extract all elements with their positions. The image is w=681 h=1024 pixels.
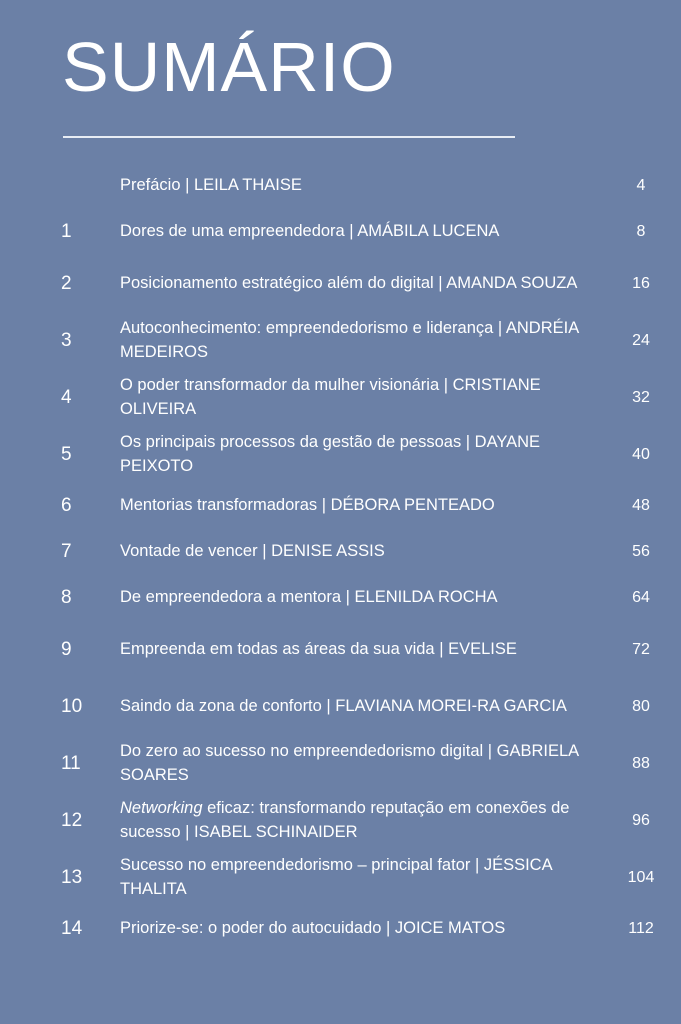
title-divider <box>63 136 515 138</box>
toc-entry-title <box>120 431 601 478</box>
toc-entry-title <box>120 317 601 364</box>
toc-entry-title <box>120 494 601 517</box>
toc-entry-author: GABRIELA SOARES <box>120 742 579 784</box>
toc-entry-author: EVELISE <box>448 639 517 658</box>
toc-entry-title-text: eficaz: transformando reputação em conexões de sucesso | <box>120 799 570 841</box>
toc-entry-number: 8 <box>61 587 72 608</box>
toc-entry-page-number: 24 <box>632 331 650 349</box>
toc-entry-author: DÉBORA PENTEADO <box>330 496 495 515</box>
toc-entry-author: AMÁBILA LUCENA <box>357 222 500 241</box>
toc-entry-author: ISABEL SCHINAIDER <box>193 822 358 841</box>
toc-entry-page-number: 4 <box>636 177 646 194</box>
toc-entry-author: JÉSSICA THALITA <box>120 856 552 898</box>
toc-entry[interactable] <box>0 849 681 906</box>
toc-entry[interactable] <box>0 209 681 255</box>
toc-entry-page-number: 8 <box>636 223 646 240</box>
toc-entry-number: 10 <box>61 695 83 717</box>
toc-entry-page-number: 104 <box>627 868 655 886</box>
toc-entry-title-text: Vontade de vencer | <box>120 542 272 561</box>
toc-entry-title <box>120 174 601 197</box>
page-title: SUMÁRIO <box>62 28 396 106</box>
toc-entry-page-number: 40 <box>632 445 650 463</box>
toc-entry-title <box>120 854 601 901</box>
toc-entry[interactable] <box>0 483 681 529</box>
toc-entry-number: 4 <box>61 386 72 408</box>
toc-entry-number: 11 <box>61 752 81 774</box>
toc-entry-title <box>120 797 601 844</box>
toc-entry-page-number: 72 <box>632 640 650 658</box>
toc-entry-title <box>120 220 601 243</box>
toc-entry-title-text: Sucesso no empreendedorismo – principal fator | <box>120 856 484 875</box>
toc-entry-author: CRISTIANE OLIVEIRA <box>120 376 541 418</box>
toc-entry-title-text: Priorize-se: o poder do autocuidado | <box>120 919 395 938</box>
toc-entry-number: 6 <box>61 495 72 516</box>
toc-entry-author: DAYANE PEIXOTO <box>120 433 541 475</box>
toc-entry-number: 12 <box>61 809 83 831</box>
toc-entry-page-number: 64 <box>632 589 650 606</box>
toc-entry-title <box>120 917 601 940</box>
toc-entry[interactable] <box>0 735 681 792</box>
toc-entry-author: DENISE ASSIS <box>271 542 385 561</box>
toc-entry-title-text: Mentorias transformadoras | <box>120 496 331 515</box>
toc-entry[interactable] <box>0 312 681 369</box>
toc-entry[interactable] <box>0 529 681 575</box>
toc-entry-number: 13 <box>61 866 83 888</box>
toc-entry[interactable] <box>0 792 681 849</box>
toc-entry-author: JOICE MATOS <box>394 919 506 938</box>
toc-entry[interactable] <box>0 906 681 952</box>
toc-entry-number: 9 <box>61 638 72 660</box>
table-of-contents <box>0 163 681 952</box>
toc-entry-title <box>120 740 601 787</box>
toc-entry-title-text: Empreenda em todas as áreas da sua vida | <box>120 639 449 658</box>
toc-entry-number: 3 <box>61 329 72 351</box>
toc-entry-author: AMANDA SOUZA <box>446 273 578 292</box>
toc-entry-title-text: Posicionamento estratégico além do digital | <box>120 273 447 292</box>
toc-entry-title-text: Dores de uma empreendedora | <box>120 222 358 241</box>
toc-entry-author: FLAVIANA MOREI-RA GARCIA <box>335 696 567 715</box>
toc-entry[interactable] <box>0 426 681 483</box>
toc-entry-page-number: 48 <box>632 497 650 514</box>
toc-entry-title <box>120 272 601 295</box>
toc-entry-author: ELENILDA ROCHA <box>354 588 498 607</box>
toc-entry[interactable] <box>0 575 681 621</box>
toc-entry-page-number: 96 <box>632 811 650 829</box>
toc-entry-author: LEILA THAISE <box>193 176 302 195</box>
toc-entry-title-text: Autoconhecimento: empreendedorismo e liderança | <box>120 319 506 338</box>
toc-entry-number: 2 <box>61 272 72 294</box>
toc-entry[interactable] <box>0 255 681 312</box>
toc-entry-title-text: O poder transformador da mulher visionária | <box>120 376 453 395</box>
toc-entry[interactable] <box>0 163 681 209</box>
toc-entry-title-text: De empreendedora a mentora | <box>120 588 355 607</box>
toc-entry-page-number: 32 <box>632 388 650 406</box>
toc-entry-title <box>120 586 601 609</box>
toc-entry[interactable] <box>0 369 681 426</box>
toc-entry-author: ANDRÉIA MEDEIROS <box>120 319 579 361</box>
toc-entry-title <box>120 638 601 661</box>
toc-entry-title-text: Saindo da zona de conforto | <box>120 696 336 715</box>
toc-entry-page-number: 16 <box>632 274 650 292</box>
toc-entry-number: 1 <box>61 221 72 242</box>
toc-entry-page-number: 56 <box>632 543 650 560</box>
toc-entry-title-text: Do zero ao sucesso no empreendedorismo digital | <box>120 742 497 761</box>
toc-entry-title-text: Prefácio | <box>120 176 194 195</box>
toc-entry-number: 7 <box>61 541 72 562</box>
toc-entry-title <box>120 374 601 421</box>
toc-entry[interactable] <box>0 678 681 735</box>
toc-entry-title <box>120 695 601 718</box>
toc-entry-title-text: Os principais processos da gestão de pessoas | <box>120 433 475 452</box>
toc-entry-title-italic: Networking <box>120 799 203 818</box>
toc-entry-page-number: 80 <box>632 697 650 715</box>
toc-entry-title <box>120 540 601 563</box>
toc-entry[interactable] <box>0 621 681 678</box>
toc-entry-number: 14 <box>61 918 83 939</box>
toc-entry-number: 5 <box>61 443 72 465</box>
toc-entry-page-number: 88 <box>632 754 650 772</box>
toc-entry-page-number: 112 <box>628 920 654 937</box>
